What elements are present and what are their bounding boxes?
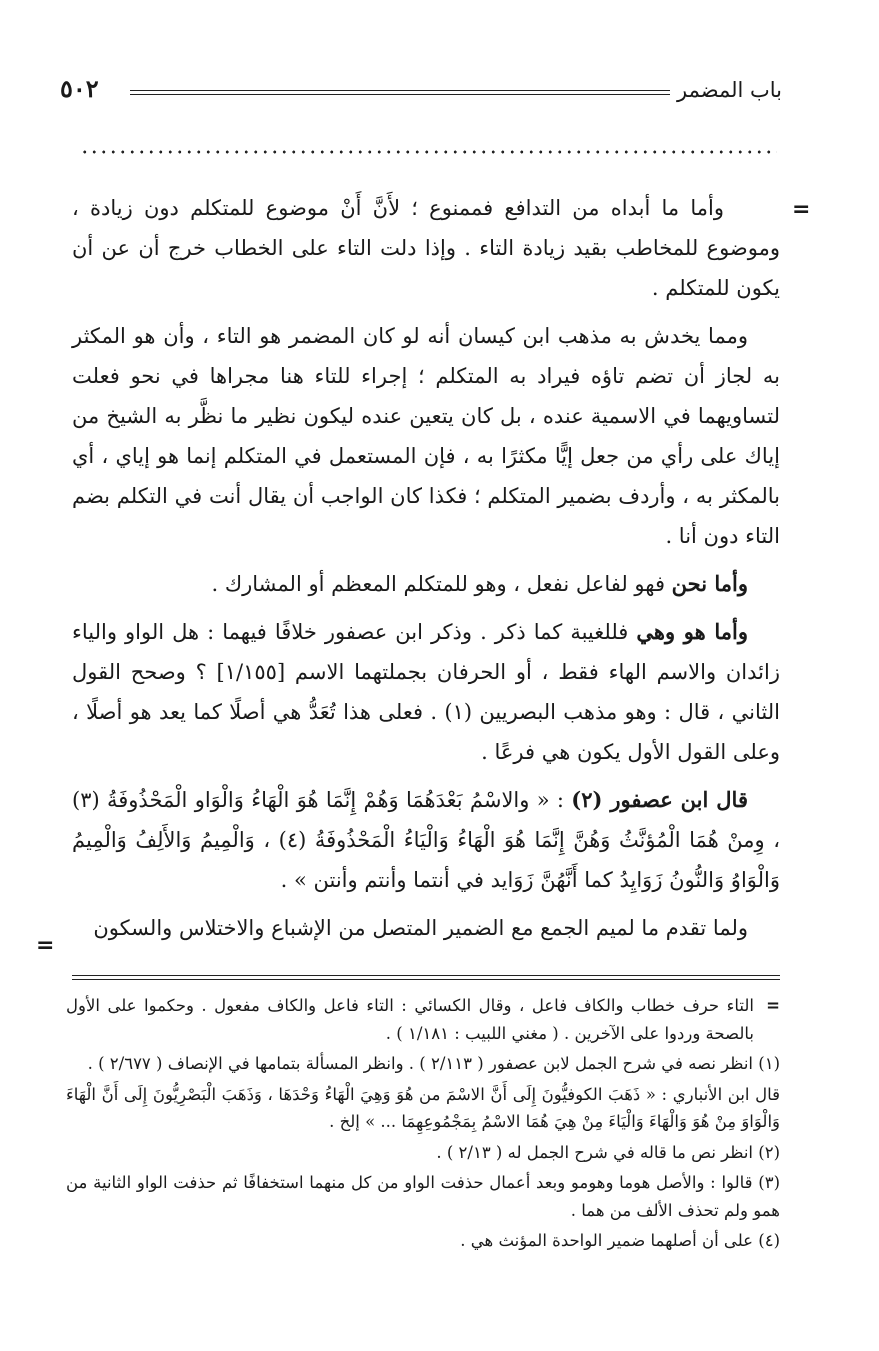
dotted-separator [80,149,777,155]
footnote-3: (٣) قالوا : والأصل هوما وهومو وبعد أعمال حذفت الواو من كل منهما استخفافًا ثم حذفت الواو الثانية من همو ولم تحذف الألف من هما . [66,1173,780,1220]
paragraph-text: : « والاسْمُ بَعْدَهُمَا وَهُمْ إِنَّمَا هُوَ الْهَاءُ وَالْوَاو الْمَحْذُوفَةُ (٣) ، وِمنْ هُمَا الْمُؤنَّثُ وَهُنَّ إِنَّمَا هُوَ الْهَاءُ وَالْيَاءُ الْمَحْذُوفَةُ (٤) ، وَالْمِيمُ وَالأَلِفُ وَالْمِيمُ وَالْوَاوُ وَالنُّونُ زَوَايِدُ كما أَنَّهُنَّ زَوَايد في أنتما وأنتم وأنتن » . [72,788,780,892]
footnotes [66,992,780,1258]
running-title: باب المضمر [677,78,782,102]
footnote-continuation [66,992,780,1047]
paragraph [72,612,780,772]
header-rule [130,90,670,91]
bold-lead: وأما هو وهي [636,619,749,644]
footnote-4: (٤) على أن أصلهما ضمير الواحدة المؤنث هي . [460,1231,780,1250]
main-text [72,188,780,956]
bold-lead: قال ابن عصفور (٢) [571,787,748,812]
footnote-1-quote: قال ابن الأنباري : « ذَهَبَ الكوفيُّونَ إِلَى أَنَّ الاسْمَ من هُوَ وَهِيَ الْهَاءُ وَحْدَهَا ، وَذَهَبَ الْبَصْرِيُّونَ إِلَى أَنَّ الْهَاءَ وَالْوَاوَ مِنْ هُوَ وَالْهَاءَ وَالْيَاءَ مِنْ هِيَ هُمَا الاسْمُ بِمَجْمُوعِهِمَا ... » إلخ . [66,1084,780,1131]
footnote-1: (١) انظر نصه في شرح الجمل لابن عصفور ( ٢/١١٣ ) . وانظر المسألة بتمامها في الإنصاف ( ٢/٦٧٧ ) . [87,1054,780,1073]
continued-from-previous-page-mark: = [792,197,811,222]
page-number: ٥٠٢ [60,74,99,103]
footnote-2: (٢) انظر نص ما قاله في شرح الجمل له ( ٢/١٣ ) . [436,1142,780,1162]
footnote-rule [72,975,780,976]
paragraph-text: فللغيبة كما ذكر . وذكر ابن عصفور خلافًا فيهما : هل الواو والياء زائدان والاسم الهاء فقط ، أو الحرفان بجملتهما الاسم [١/١٥٥] ؟ وصحح القول الثاني ، قال : وهو مذهب البصريين (١) . فعلى هذا تُعَدُّ هي أصلًا كما يعد هو أصلًا ، وعلى القول الأول يكون هي فرعًا . [72,620,780,764]
paragraph-text: فهو لفاعل نفعل ، وهو للمتكلم المعظم أو المشارك . [211,572,672,596]
paragraph: ومما يخدش به مذهب ابن كيسان أنه لو كان المضمر هو التاء ، وأن هو المكثر به لجاز أن تضم تاؤه فيراد به المتكلم ؛ إجراء للتاء هنا مجراها في نحو فعلت لتساويهما في الاسمية عنده ، بل كان يتعين عنده ليكون نظير ما نظَّر به الشيخ من إياك على رأي من جعل إيًّا مكثرًا به ، فإن المستعمل في المتكلم إنما هو إياي ، أي بالمكثر به ، وأردف بضمير المتكلم ؛ فكذا كان الواجب أن يقال أنت في التكلم بضم التاء دون أنا . [72,324,780,548]
paragraph: ولما تقدم ما لميم الجمع مع الضمير المتصل من الإشباع والاختلاس والسكون [93,916,748,940]
header-rule [130,94,670,95]
paragraph [72,564,780,604]
paragraph [72,780,780,900]
bold-lead: وأما نحن [671,571,748,596]
footnote-rule [72,979,780,980]
paragraph: وأما ما أبداه من التدافع فممنوع ؛ لأَنَّ أَنْ موضوع للمتكلم دون زيادة ، وموضوع للمخاطب بقيد زيادة التاء . وإذا دلت التاء على الخطاب خرج أن عن أن يكون للمتكلم . [72,196,780,300]
continued-footnote-mark: = [766,996,780,1015]
continues-on-next-page-mark: = [36,933,55,958]
page-header [60,74,782,110]
footnote-text: التاء حرف خطاب والكاف فاعل ، وقال الكسائي : التاء فاعل والكاف مفعول . وحكموا على الأول بالصحة وردوا على الآخرين . ( مغني اللبيب : ١/١٨١ ) . [66,996,754,1043]
